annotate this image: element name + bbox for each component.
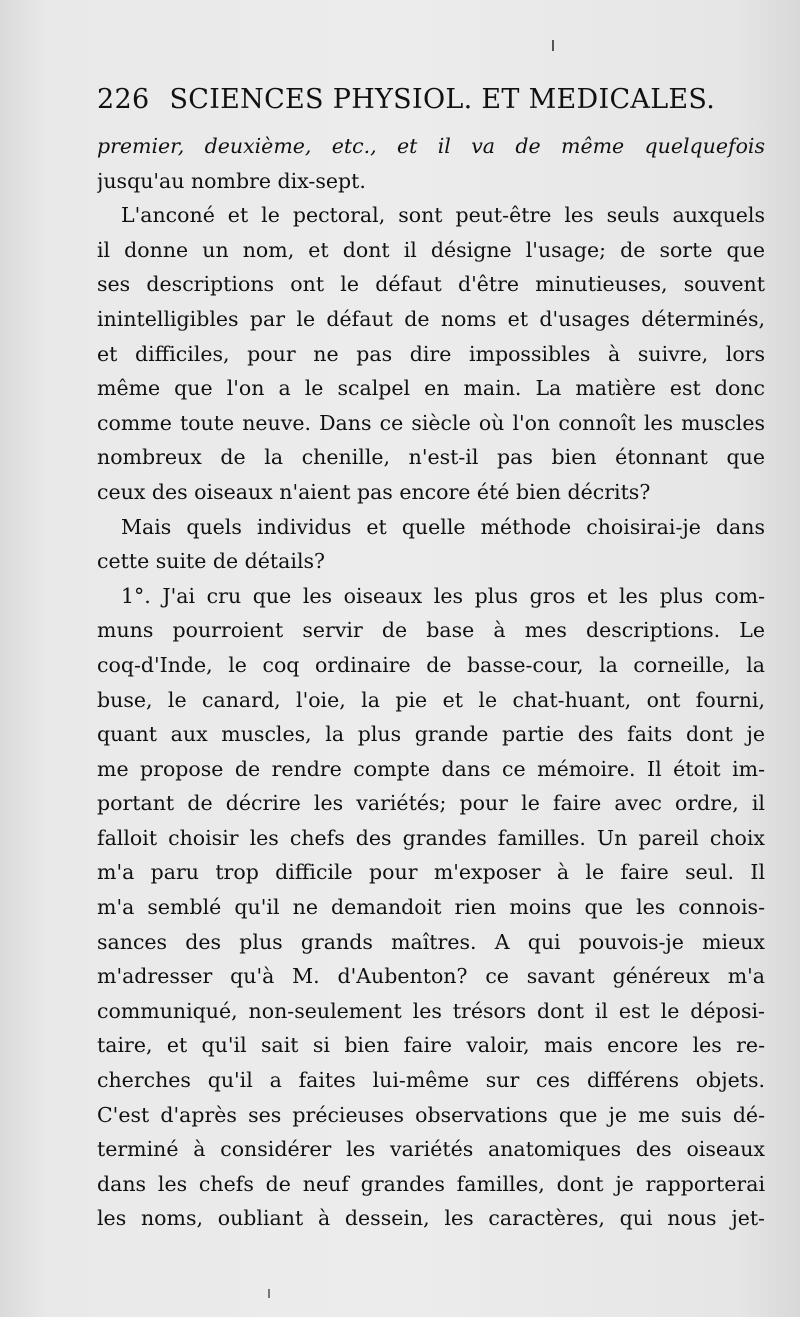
text-line: m'a semblé qu'il ne demandoit rien moins que les connois- xyxy=(97,895,765,920)
text-line: coq-d'Inde, le coq ordinaire de basse-cour, la corneille, la xyxy=(97,652,765,677)
text-line: premier, deuxième, etc., et il va de même quelquefois xyxy=(97,134,765,158)
text-line: les noms, oubliant à dessein, les caractères, qui nous jet- xyxy=(97,1206,765,1231)
text-line: jusqu'au nombre dix-sept. xyxy=(97,168,366,193)
paragraph-start-line: Mais quels individus et quelle méthode choisirai-je dans xyxy=(121,514,765,539)
text-line: il donne un nom, et dont il désigne l'usage; de sorte que xyxy=(97,237,765,262)
text-line: comme toute neuve. Dans ce siècle où l'on connoît les muscles xyxy=(97,410,765,435)
text-line: communiqué, non-seulement les trésors dont il est le déposi- xyxy=(97,998,765,1023)
text-line: buse, le canard, l'oie, la pie et le chat-huant, ont fourni, xyxy=(97,687,765,712)
page-number: 226 xyxy=(97,84,150,115)
text-line: me propose de rendre compte dans ce mémoire. Il étoit im- xyxy=(97,756,765,781)
text-line: terminé à considérer les variétés anatomiques des oiseaux xyxy=(97,1137,765,1162)
text-line: m'a paru trop difficile pour m'exposer à le faire seul. Il xyxy=(97,860,765,885)
paragraph-start-line: L'anconé et le pectoral, sont peut-être les seuls auxquels xyxy=(121,203,765,228)
body-text xyxy=(97,129,765,1236)
text-line: dans les chefs de neuf grandes familles, dont je rapporterai xyxy=(97,1171,765,1196)
print-speck-bottom xyxy=(268,1289,270,1298)
print-speck-top xyxy=(552,40,554,51)
text-line: falloit choisir les chefs des grandes familles. Un pareil choix xyxy=(97,825,765,850)
running-title: SCIENCES PHYSIOL. ET MEDICALES. xyxy=(169,84,716,115)
text-line: inintelligibles par le défaut de noms et d'usages déterminés, xyxy=(97,306,765,331)
text-line: m'adresser qu'à M. d'Aubenton? ce savant généreux m'a xyxy=(97,964,765,989)
text-line: et difficiles, pour ne pas dire impossibles à suivre, lors xyxy=(97,341,765,366)
text-line: cette suite de détails? xyxy=(97,549,326,574)
paragraph-start-line: 1°. J'ai cru que les oiseaux les plus gros et les plus com- xyxy=(121,583,765,608)
text-line: ses descriptions ont le défaut d'être minutieuses, souvent xyxy=(97,272,765,297)
text-line: même que l'on a le scalpel en main. La matière est donc xyxy=(97,376,765,401)
text-line: quant aux muscles, la plus grande partie des faits dont je xyxy=(97,722,765,747)
text-line: cherches qu'il a faites lui-même sur ces différens objets. xyxy=(97,1068,765,1093)
text-line: ceux des oiseaux n'aient pas encore été bien décrits? xyxy=(97,479,651,504)
text-line: nombreux de la chenille, n'est-il pas bien étonnant que xyxy=(97,445,765,470)
page-header xyxy=(97,84,723,124)
text-line: muns pourroient servir de base à mes descriptions. Le xyxy=(97,618,765,643)
text-line: sances des plus grands maîtres. A qui pouvois-je mieux xyxy=(97,929,765,954)
text-line: taire, et qu'il sait si bien faire valoir, mais encore les re- xyxy=(97,1033,765,1058)
text-line: C'est d'après ses précieuses observations que je me suis dé- xyxy=(97,1102,765,1127)
text-line: portant de décrire les variétés; pour le faire avec ordre, il xyxy=(97,791,765,816)
